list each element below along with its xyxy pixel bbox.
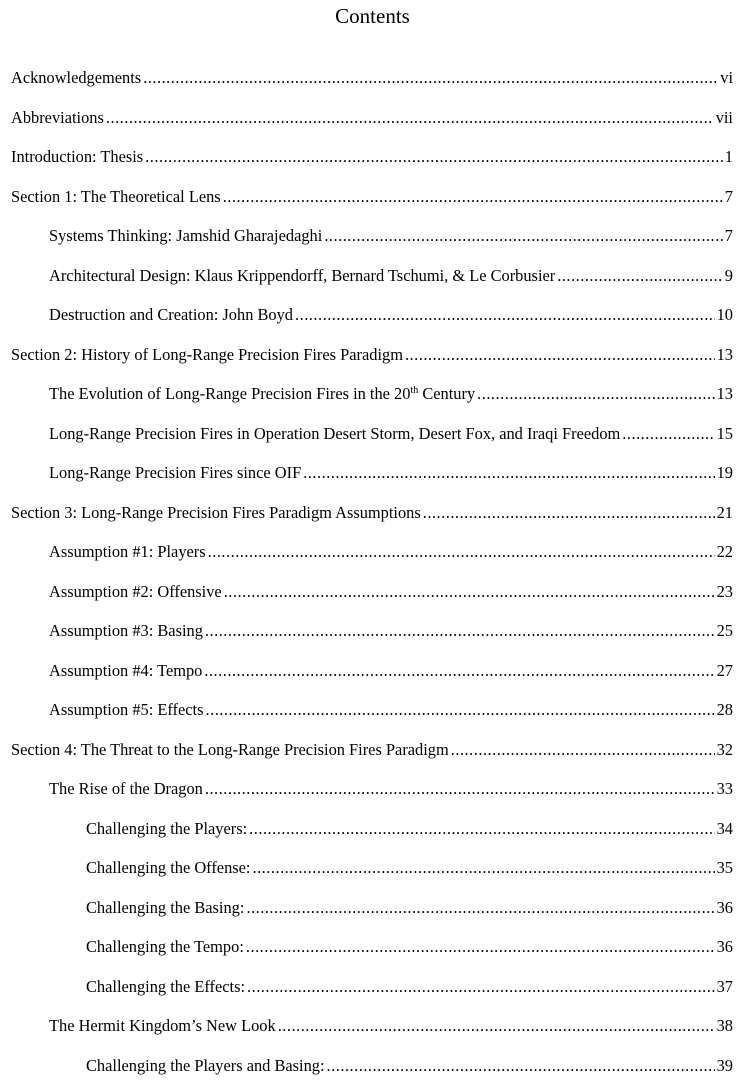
toc-entry[interactable] <box>11 187 733 207</box>
toc-page-number: 13 <box>716 384 733 403</box>
toc-entry[interactable] <box>86 937 733 957</box>
toc-entry[interactable] <box>49 305 733 325</box>
toc-entry-title: Section 3: Long-Range Precision Fires Paradigm Assumptions <box>11 502 421 522</box>
dot-leader <box>327 1056 715 1076</box>
dot-leader <box>451 740 715 760</box>
toc-page-number: 39 <box>716 1055 733 1075</box>
dot-leader <box>143 68 718 88</box>
toc-page-number: 22 <box>716 542 733 561</box>
dot-leader <box>557 266 723 286</box>
dot-leader <box>208 542 715 562</box>
toc-page-number: 7 <box>724 226 733 245</box>
toc-entry-title: Assumption #4: Tempo <box>49 660 203 680</box>
toc-page-number: 37 <box>716 976 733 996</box>
toc-page-number: 36 <box>716 897 733 917</box>
dot-leader <box>224 582 715 602</box>
dot-leader <box>145 147 723 167</box>
toc-entry-title: Long-Range Precision Fires in Operation Desert Storm, Desert Fox, and Iraqi Freedom <box>49 423 621 443</box>
toc-page-number: 19 <box>716 463 733 482</box>
toc-page-number: 9 <box>724 265 733 285</box>
toc-entry-title: The Rise of the Dragon <box>49 779 203 798</box>
toc-entry[interactable] <box>86 898 733 918</box>
toc-entry-title: Assumption #3: Basing <box>49 621 203 640</box>
toc-page-number: 34 <box>716 818 733 838</box>
dot-leader <box>247 977 715 997</box>
dot-leader <box>303 463 714 483</box>
toc-entry[interactable] <box>11 740 733 760</box>
toc-entry-title: Challenging the Players and Basing: <box>86 1055 325 1075</box>
toc-page-number: 23 <box>716 581 733 601</box>
toc-entry-title: Challenging the Players: <box>86 818 248 838</box>
dot-leader <box>278 1016 715 1036</box>
page-title: Contents <box>335 4 410 28</box>
toc-page-number: 38 <box>716 1016 733 1035</box>
toc-entry[interactable] <box>49 621 733 641</box>
dot-leader <box>204 661 714 681</box>
toc-page-number: 15 <box>716 423 733 443</box>
toc-entry-title: Assumption #5: Effects <box>49 700 204 719</box>
toc-entry-title: Introduction: Thesis <box>11 147 144 166</box>
dot-leader <box>405 345 715 365</box>
toc-page-number: 32 <box>716 739 733 759</box>
toc-entry[interactable] <box>49 1016 733 1036</box>
dot-leader <box>223 187 723 207</box>
dot-leader <box>252 858 714 878</box>
toc-page-number: 33 <box>716 779 733 798</box>
toc-entry[interactable] <box>49 384 733 404</box>
toc-page-number: 35 <box>716 858 733 877</box>
toc-entry-title: Architectural Design: Klaus Krippendorff, Bernard Tschumi, & Le Corbusier <box>49 265 556 285</box>
toc-entry[interactable] <box>49 582 733 602</box>
toc-page-number: 7 <box>724 186 733 206</box>
toc-entry[interactable] <box>49 424 733 444</box>
dot-leader <box>423 503 715 523</box>
dot-leader <box>324 226 722 246</box>
toc-entry[interactable] <box>49 700 733 720</box>
toc-page-number: vii <box>715 107 733 127</box>
toc-entry[interactable] <box>49 779 733 799</box>
toc-entry[interactable] <box>86 858 733 878</box>
toc-entry-title: The Evolution of Long-Range Precision Fires in the 20th Century <box>49 384 476 403</box>
toc-entry[interactable] <box>86 819 733 839</box>
toc-page-number: 13 <box>716 344 733 364</box>
toc-entry-title: Section 1: The Theoretical Lens <box>11 186 221 206</box>
toc-entry[interactable] <box>49 542 733 562</box>
toc-entry-title: Abbreviations <box>11 107 104 127</box>
toc-page-number: 25 <box>716 621 733 640</box>
dot-leader <box>622 424 714 444</box>
toc-entry-title: Challenging the Offense: <box>86 858 251 877</box>
toc-entry[interactable] <box>49 266 733 286</box>
toc-entry[interactable] <box>86 977 733 997</box>
toc-entry[interactable] <box>11 503 733 523</box>
toc-entry-title: Challenging the Basing: <box>86 897 245 917</box>
toc-entry-title: Challenging the Tempo: <box>86 937 244 956</box>
toc-entry[interactable] <box>49 226 733 246</box>
toc-page-number: 36 <box>716 937 733 956</box>
dot-leader <box>206 700 715 720</box>
toc-entry-title: Challenging the Effects: <box>86 976 246 996</box>
toc-page-number: 28 <box>716 700 733 719</box>
toc-entry-superscript: th <box>410 385 419 396</box>
dot-leader <box>205 779 715 799</box>
toc-entry-title: The Hermit Kingdom’s New Look <box>49 1016 276 1035</box>
toc-entry[interactable] <box>11 147 733 167</box>
dot-leader <box>477 384 714 404</box>
toc-entry[interactable] <box>11 68 733 88</box>
toc-entry[interactable] <box>49 463 733 483</box>
dot-leader <box>205 621 715 641</box>
dot-leader <box>295 305 715 325</box>
toc-page-number: 1 <box>724 147 733 166</box>
toc-entry-title: Long-Range Precision Fires since OIF <box>49 463 302 482</box>
dot-leader <box>249 819 714 839</box>
dot-leader <box>246 898 714 918</box>
toc-entry-title: Section 2: History of Long-Range Precision Fires Paradigm <box>11 344 403 364</box>
toc-page-number: 27 <box>716 660 733 680</box>
toc-entry-title: Systems Thinking: Jamshid Gharajedaghi <box>49 226 323 245</box>
dot-leader <box>106 108 714 128</box>
toc-page-number: 21 <box>716 502 733 522</box>
toc-entry[interactable] <box>49 661 733 681</box>
toc-entry-title: Section 4: The Threat to the Long-Range Precision Fires Paradigm <box>11 739 449 759</box>
toc-page-number: 10 <box>716 305 733 324</box>
toc-page-number: vi <box>720 68 733 87</box>
toc-entry[interactable] <box>11 345 733 365</box>
toc-entry-title: Destruction and Creation: John Boyd <box>49 305 294 324</box>
toc-entry[interactable] <box>11 108 733 128</box>
dot-leader <box>246 937 715 957</box>
toc-entry-title: Assumption #1: Players <box>49 542 206 561</box>
toc-entry[interactable] <box>86 1056 733 1076</box>
toc-entry-title: Acknowledgements <box>11 68 142 87</box>
toc-entry-title: Assumption #2: Offensive <box>49 581 222 601</box>
